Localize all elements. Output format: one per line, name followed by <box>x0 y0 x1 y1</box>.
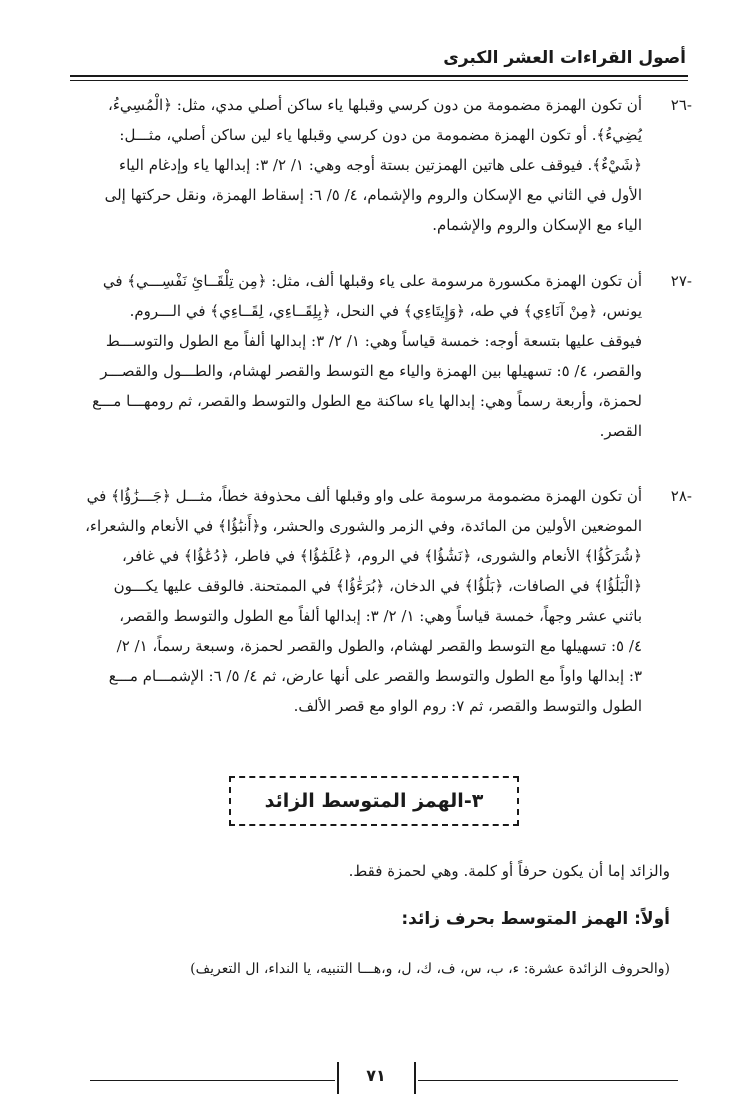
item-line: القصر. <box>599 422 642 440</box>
numbered-item-26 <box>84 90 692 240</box>
item-line: الطول والتوسط والقصر، ثم ٧: روم الواو مع قصر الألف. <box>293 697 642 715</box>
section-title-box <box>229 776 519 826</box>
subheading: أولاً: الهمز المتوسط بحرف زائد: <box>401 909 670 929</box>
intro-paragraph: والزائد إما أن يكون حرفاً أو كلمة. وهي لحمزة فقط. <box>348 862 670 880</box>
footer-rule-right <box>418 1080 678 1081</box>
item-line: ﴿شَيْءٌ﴾. فيوقف على هاتين الهمزتين بستة أوجه وهي: ١/ ٢/ ٣: إبدالها ياء وإدغام الياء <box>119 156 642 174</box>
item-line: ﴿الْبَلَٰؤُا﴾ في الصافات، ﴿بَلَٰؤُا﴾ في الدخان، ﴿بُرَءَٰؤُا﴾ في الممتحنة. فالوقف عليها يكـــون <box>113 577 642 595</box>
item-line: والقصر، ٤/ ٥: تسهيلها بين الهمزة والياء مع التوسط والقصر لهشام، والطـــول والقصـــر <box>100 362 642 380</box>
footer-bar-left <box>337 1062 339 1094</box>
footer-bar-right <box>414 1062 416 1094</box>
item-number: -٢٨ <box>670 487 692 505</box>
item-line: ﴿شُرَكَٰؤُا﴾ الأنعام والشورى، ﴿نَشَٰؤُا﴾ في الروم، ﴿عُلَمَٰؤُا﴾ في فاطر، ﴿دُعَٰؤُا﴾ في غافر، <box>121 547 642 565</box>
item-line: فيوقف عليها بتسعة أوجه: خمسة قياساً وهي: ١/ ٢/ ٣: إبدالها ألفاً مع الطول والتوســـط <box>105 332 642 350</box>
header-rule-thin <box>70 80 688 81</box>
header-rule <box>70 75 688 77</box>
running-header: أصول القراءات العشر الكبرى <box>443 48 686 68</box>
item-line: الأول في الثاني مع الإسكان والروم والإشمام، ٤/ ٥/ ٦: إسقاط الهمزة، ونقل حركتها إلى <box>104 186 642 204</box>
item-line: أن تكون الهمزة مضمومة مرسومة على واو وقبلها ألف محذوفة خطاً، مثـــل ﴿جَـــزَٰؤُا﴾ في <box>86 487 642 505</box>
item-line: أن تكون الهمزة مكسورة مرسومة على ياء وقبلها ألف، مثل: ﴿مِن تِلْقَــائِ نَفْسِـــي﴾ في <box>102 272 642 290</box>
footer-rule-left <box>90 1080 335 1081</box>
section-title: ٣-الهمز المتوسط الزائد <box>264 790 484 812</box>
item-number: -٢٧ <box>670 272 692 290</box>
item-line: باثني عشر وجهاً، خمسة قياساً وهي: ١/ ٢/ ٣: إبدالها ألفاً مع الطول والتوسط والقصر، <box>119 607 642 625</box>
item-number: -٢٦ <box>670 96 692 114</box>
numbered-item-27 <box>84 266 692 446</box>
item-body <box>84 481 642 721</box>
item-body <box>84 266 642 446</box>
item-line: الياء مع الإسكان والروم والإشمام. <box>432 216 642 234</box>
item-line: الموضعين الأولين من المائدة، وفي الزمر والشورى والحشر، و﴿أَنبَٰؤُا﴾ في الأنعام والشعراء، <box>85 517 642 535</box>
item-line: لحمزة، وأربعة رسماً وهي: إبدالها ياء ساكنة مع الطول والتوسط والقصر، ثم رومهـــا مـــع <box>92 392 642 410</box>
page-number: ٧١ <box>366 1066 386 1085</box>
letters-paragraph: (والحروف الزائدة عشرة: ء، ب، س، ف، ك، ل، و،هـــا التنبيه، يا النداء، ال التعريف) <box>190 961 670 977</box>
item-line: ٤/ ٥: تسهيلها مع التوسط والقصر لهشام، والطول والقصر لحمزة، وسبعة رسماً، ١/ ٢/ <box>116 637 642 655</box>
item-line: يُضِيءُ﴾. أو تكون الهمزة مضمومة من دون كرسي وقبلها ياء لين ساكن أصلي، مثـــل: <box>119 126 642 144</box>
item-line: ٣: إبدالها واواً مع الطول والتوسط والقصر على أنها عارض، ثم ٤/ ٥/ ٦: الإشمـــام مـــع <box>108 667 642 685</box>
item-body <box>84 90 642 240</box>
numbered-item-28 <box>84 481 692 721</box>
item-line: أن تكون الهمزة مضمومة من دون كرسي وقبلها ياء ساكن أصلي مدي، مثل: ﴿الْمُسِيءُ، <box>108 96 642 114</box>
item-line: يونس، ﴿مِنْ آنَاءِي﴾ في طه، ﴿وَإِيتَاءِي﴾ في النحل، ﴿بِلِقَــاءِي، لِقَــاءِي﴾ في الـــروم. <box>129 302 642 320</box>
